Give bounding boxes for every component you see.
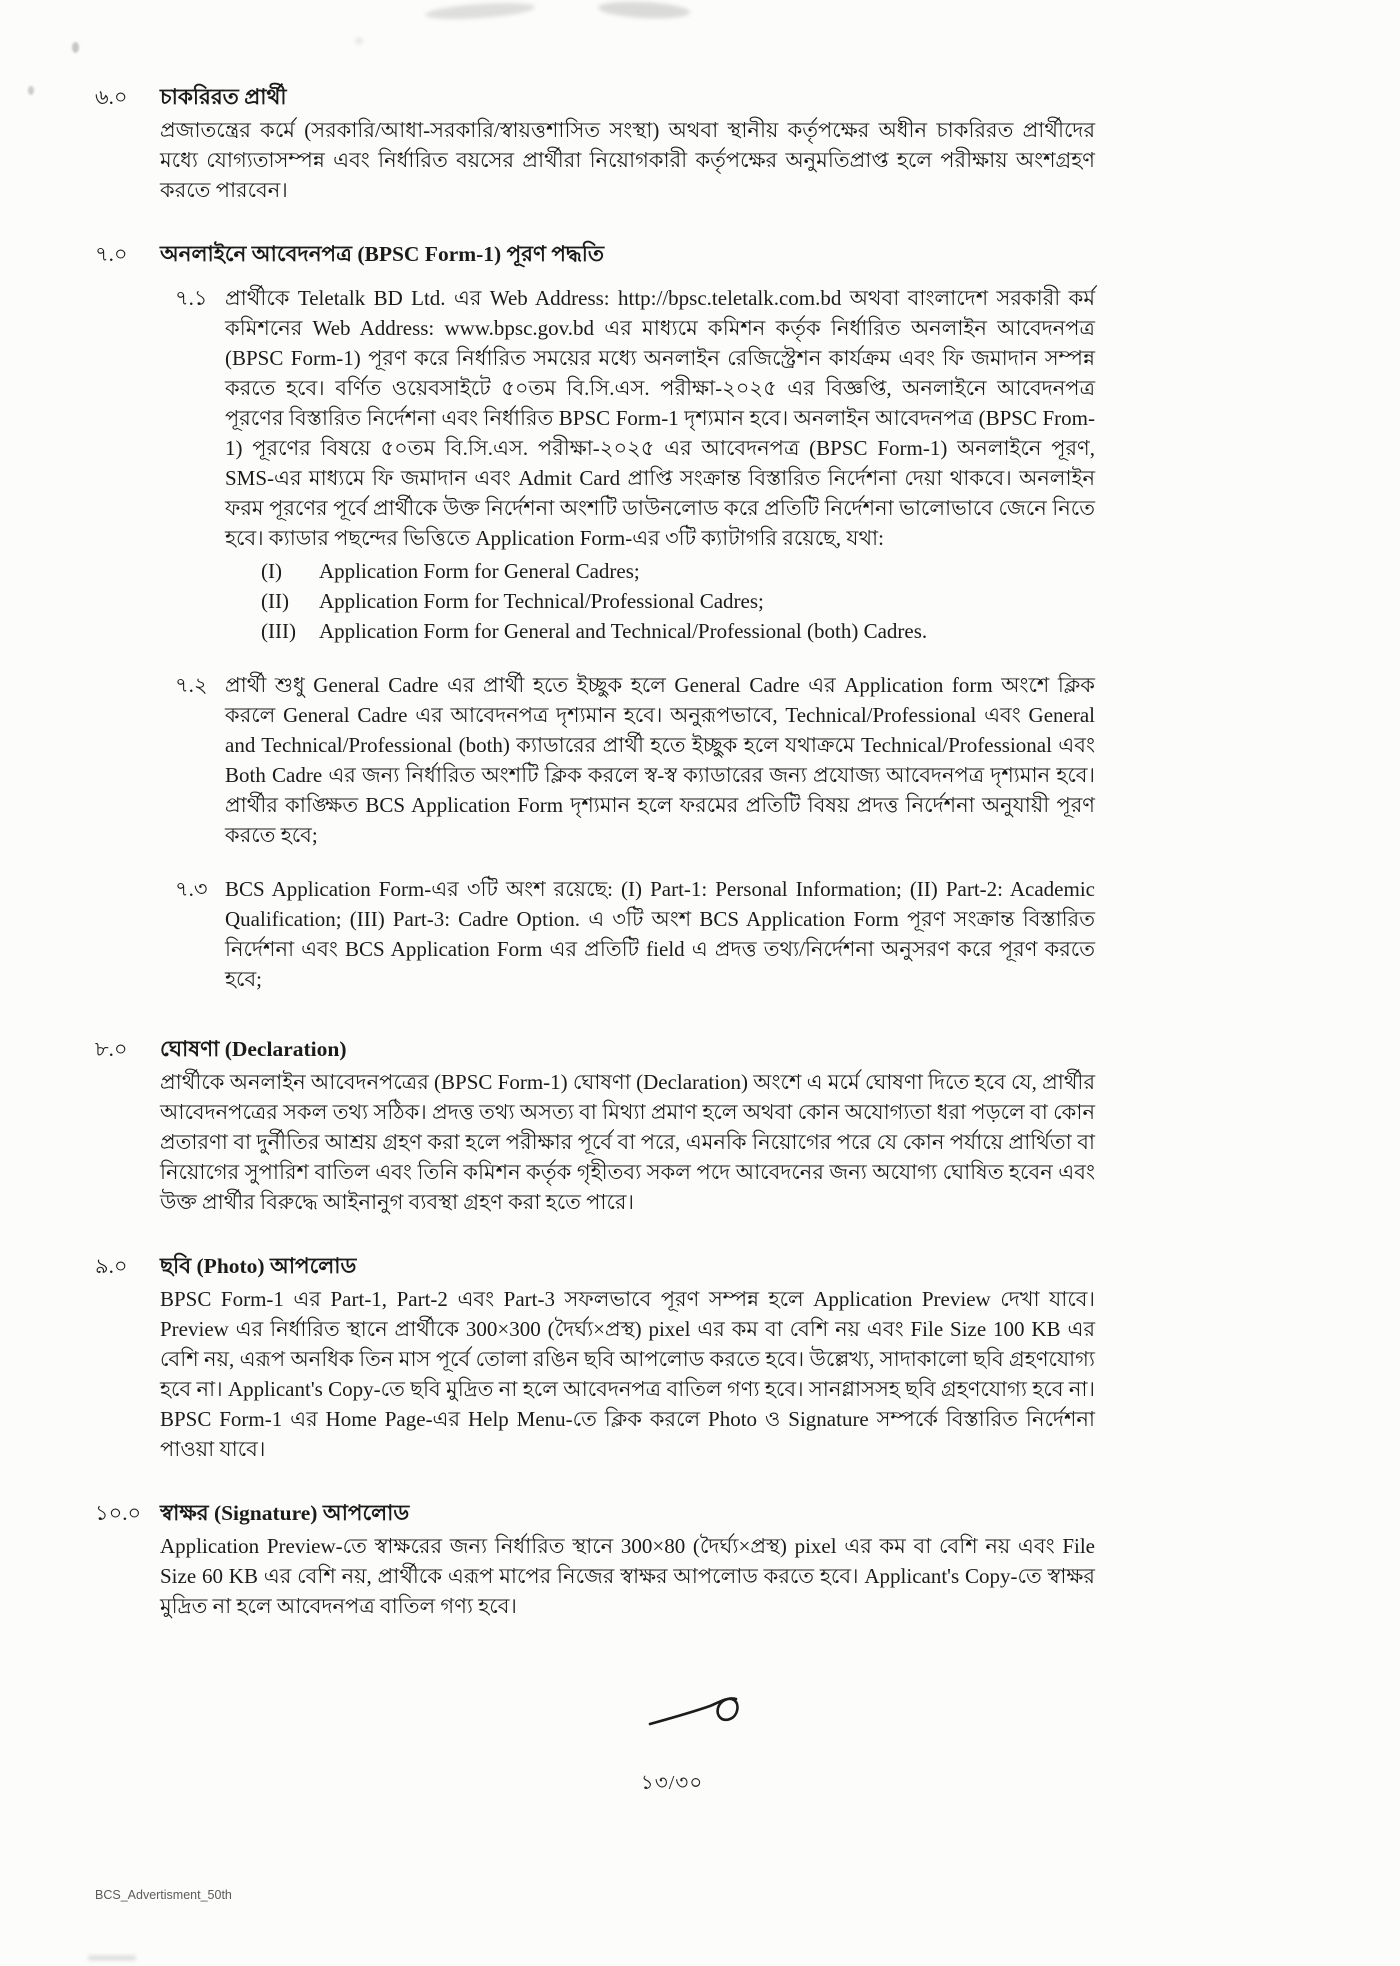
subsection-number: ৭.৩ [175, 877, 208, 901]
section-6 [95, 82, 1095, 205]
list-item [261, 616, 1095, 646]
signature-mark [648, 1692, 748, 1734]
section-title: স্বাক্ষর (Signature) আপলোড [160, 1501, 410, 1525]
cadre-category-list [261, 556, 1095, 646]
list-item-text: Application Form for Technical/Professional Cadres; [319, 589, 764, 613]
scan-artifact [28, 86, 34, 95]
section-7 [95, 239, 1095, 269]
subsection-7-1 [175, 283, 1095, 646]
section-number: ৮.০ [95, 1037, 128, 1061]
document-body [95, 82, 1095, 1655]
section-body: প্রার্থীকে অনলাইন আবেদনপত্রের (BPSC Form-1) ঘোষণা (Declaration) অংশে এ মর্মে ঘোষণা দিতে হবে যে, প্রার্থীর আবেদনপত্রের সকল তথ্য সঠিক। প্রদত্ত তথ্য অসত্য বা মিথ্যা প্রমাণ হলে অথবা কোন অযোগ্যতা ধরা পড়লে বা কোন প্রতারণা বা দুর্নীতির আশ্রয় গ্রহণ করা হলে পরীক্ষার পূর্বে বা পরে, এমনকি নিয়োগের পরে যে কোন পর্যায়ে প্রার্থিতা বা নিয়োগের সুপারিশ বাতিল এবং তিনি কমিশন কর্তৃক গৃহীতব্য সকল পদে আবেদনের জন্য অযোগ্য ঘোষিত হবেন এবং উক্ত প্রার্থীর বিরুদ্ধে আইনানুগ ব্যবস্থা গ্রহণ করা হতে পারে। [160, 1070, 1095, 1214]
section-number: ১০.০ [95, 1501, 142, 1525]
section-body: Application Preview-তে স্বাক্ষরের জন্য নির্ধারিত স্থানে 300×80 (দৈর্ঘ্য×প্রস্থ) pixel এর কম বা বেশি নয় এবং File Size 60 KB এর বেশি নয়, প্রার্থীকে এরূপ মাপের নিজের স্বাক্ষর আপলোড করতে হবে। Applicant's Copy-তে স্বাক্ষর মুদ্রিত না হলে আবেদনপত্র বাতিল গণ্য হবে। [160, 1534, 1095, 1618]
page-number: ১৩/৩০ [640, 1772, 704, 1794]
scan-artifact [72, 42, 79, 53]
subsection-7-2 [175, 670, 1095, 850]
footer-filename: BCS_Advertisment_50th [95, 1888, 232, 1902]
section-10 [95, 1498, 1095, 1621]
subsection-body: BCS Application Form-এর ৩টি অংশ রয়েছে: (I) Part-1: Personal Information; (II) Part-2: Academic Qualification; (III) Part-3: Cadre Option. এ ৩টি অংশ BCS Application Form পূরণ সংক্রান্ত বিস্তারিত নির্দেশনা এবং BCS Application Form এর প্রতিটি field এ প্রদত্ত তথ্য/নির্দেশনা অনুসরণ করে পূরণ করতে হবে; [225, 877, 1095, 991]
scan-artifact [598, 0, 691, 20]
section-9 [95, 1251, 1095, 1464]
section-8 [95, 1034, 1095, 1217]
list-item-text: Application Form for General and Technical/Professional (both) Cadres. [319, 619, 928, 643]
section-number: ৯.০ [95, 1254, 128, 1278]
section-number: ৬.০ [95, 85, 128, 109]
section-title: ঘোষণা (Declaration) [160, 1037, 347, 1061]
section-body: প্রজাতন্ত্রের কর্মে (সরকারি/আধা-সরকারি/স্বায়ত্তশাসিত সংস্থা) অথবা স্থানীয় কর্তৃপক্ষের অধীন চাকরিরত প্রার্থীদের মধ্যে যোগ্যতাসম্পন্ন এবং নির্ধারিত বয়সের প্রার্থীরা নিয়োগকারী কর্তৃপক্ষের অনুমতিপ্রাপ্ত হলে পরীক্ষায় অংশগ্রহণ করতে পারবেন। [160, 118, 1095, 202]
list-item-text: Application Form for General Cadres; [319, 559, 640, 583]
section-title: চাকরিরত প্রার্থী [160, 85, 287, 109]
list-item [261, 556, 1095, 586]
scan-artifact [88, 1956, 136, 1960]
section-body: BPSC Form-1 এর Part-1, Part-2 এবং Part-3 সফলভাবে পূরণ সম্পন্ন হলে Application Preview দেখা যাবে। Preview এর নির্ধারিত স্থানে প্রার্থীকে 300×300 (দৈর্ঘ্য×প্রস্থ) pixel এর কম বা বেশি নয় এবং File Size 100 KB এর বেশি নয়, এরূপ অনধিক তিন মাস পূর্বে তোলা রঙিন ছবি আপলোড করতে হবে। উল্লেখ্য, সাদাকালো ছবি গ্রহণযোগ্য হবে না। Applicant's Copy-তে ছবি মুদ্রিত না হলে আবেদনপত্র বাতিল গণ্য হবে। সানগ্লাসসহ ছবি গ্রহণযোগ্য হবে না। BPSC Form-1 এর Home Page-এর Help Menu-তে ক্লিক করলে Photo ও Signature সম্পর্কে বিস্তারিত নির্দেশনা পাওয়া যাবে। [160, 1287, 1095, 1461]
subsection-body: প্রার্থীকে Teletalk BD Ltd. এর Web Address: http://bpsc.teletalk.com.bd অথবা বাংলাদেশ সরকারী কর্ম কমিশনের Web Address: www.bpsc.gov.bd এর মাধ্যমে কমিশন কর্তৃক নির্ধারিত অনলাইন আবেদনপত্র (BPSC Form-1) পূরণ করে নির্ধারিত সময়ের মধ্যে অনলাইন রেজিস্ট্রেশন কার্যক্রম এবং ফি জমাদান সম্পন্ন করতে হবে। বর্ণিত ওয়েবসাইটে ৫০তম বি.সি.এস. পরীক্ষা-২০২৫ এর বিজ্ঞপ্তি, অনলাইনে আবেদনপত্র পূরণের বিস্তারিত নির্দেশনা এবং নির্ধারিত BPSC Form-1 দৃশ্যমান হবে। অনলাইন আবেদনপত্র (BPSC From-1) পূরণের বিষয়ে ৫০তম বি.সি.এস. পরীক্ষা-২০২৫ এর আবেদনপত্র (BPSC Form-1) অনলাইনে পূরণ, SMS-এর মাধ্যমে ফি জমাদান এবং Admit Card প্রাপ্তি সংক্রান্ত বিস্তারিত নির্দেশনা দেয়া থাকবে। অনলাইন ফরম পূরণের পূর্বে প্রার্থীকে উক্ত নির্দেশনা অংশটি ডাউনলোড করে প্রতিটি নির্দেশনা ভালোভাবে জেনে নিতে হবে। ক্যাডার পছন্দের ভিত্তিতে Application Form-এর ৩টি ক্যাটাগরি রয়েছে, যথা: [225, 286, 1095, 550]
scan-artifact [355, 38, 363, 44]
subsection-7-3 [175, 874, 1095, 994]
list-item [261, 586, 1095, 616]
scan-artifact [425, 0, 536, 22]
section-title: অনলাইনে আবেদনপত্র (BPSC Form-1) পূরণ পদ্ধতি [160, 242, 605, 266]
list-item-marker: (III) [261, 619, 296, 643]
subsection-number: ৭.১ [175, 286, 208, 310]
section-number: ৭.০ [95, 242, 128, 266]
list-item-marker: (I) [261, 559, 282, 583]
list-item-marker: (II) [261, 589, 289, 613]
subsection-number: ৭.২ [175, 673, 208, 697]
subsection-body: প্রার্থী শুধু General Cadre এর প্রার্থী হতে ইচ্ছুক হলে General Cadre এর Application form অংশে ক্লিক করলে General Cadre এর আবেদনপত্র দৃশ্যমান হবে। অনুরূপভাবে, Technical/Professional এবং General and Technical/Professional (both) ক্যাডারের প্রার্থী হতে ইচ্ছুক হলে যথাক্রমে Technical/Professional এবং Both Cadre এর জন্য নির্ধারিত অংশটি ক্লিক করলে স্ব-স্ব ক্যাডারের জন্য প্রযোজ্য আবেদনপত্র দৃশ্যমান হবে। প্রার্থীর কাঙ্ক্ষিত BCS Application Form দৃশ্যমান হলে ফরমের প্রতিটি বিষয় প্রদত্ত নির্দেশনা অনুযায়ী পূরণ করতে হবে; [225, 673, 1095, 847]
signature-icon [648, 1692, 748, 1734]
section-title: ছবি (Photo) আপলোড [160, 1254, 357, 1278]
